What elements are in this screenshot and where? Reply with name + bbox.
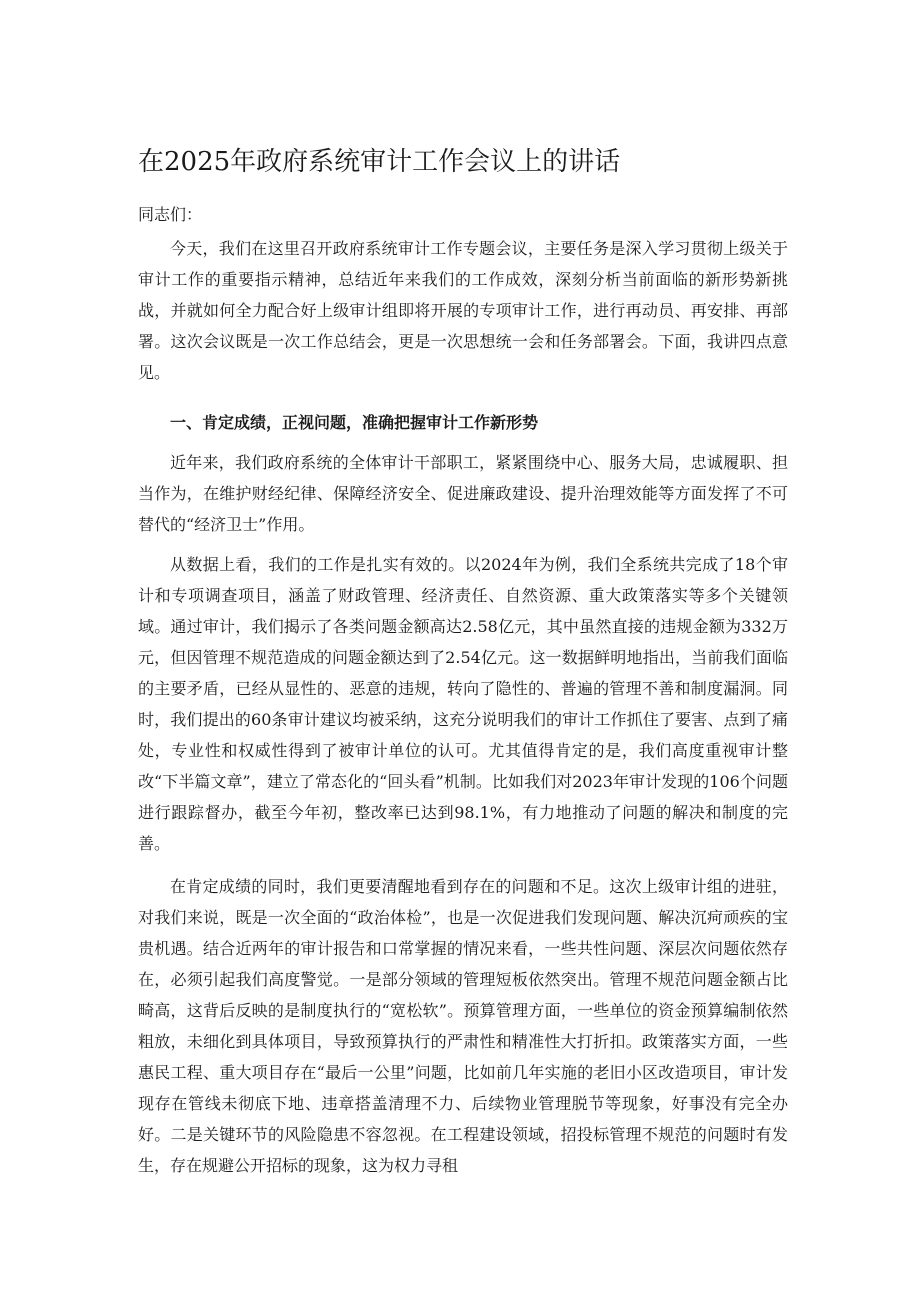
section-heading-1: 一、肯定成绩，正视问题，准确把握审计工作新形势 <box>170 413 539 432</box>
document-title: 在2025年政府系统审计工作会议上的讲话 <box>138 147 621 177</box>
paragraph-intro: 今天，我们在这里召开政府系统审计工作专题会议，主要任务是深入学习贯彻上级关于审计工作的重要指示精神，总结近年来我们的工作成效，深刻分析当前面临的新形势新挑战，并就如何全力配合好上级审计组即将开展的专项审计工作，进行再动员、再安排、再部署。这次会议既是一次工作总结会，更是一次思想统一会和任务部署会。下面，我讲四点意见。 <box>138 239 788 382</box>
paragraph-section1-2: 从数据上看，我们的工作是扎实有效的。以2024年为例，我们全系统共完成了18个审计和专项调查项目，涵盖了财政管理、经济责任、自然资源、重大政策落实等多个关键领域。通过审计，我们揭示了各类问题金额高达2.58亿元，其中虽然直接的违规金额为332万元，但因管理不规范造成的问题金额达到了2.54亿元。这一数据鲜明地指出，当前我们面临的主要矛盾，已经从显性的、恶意的违规，转向了隐性的、普遍的管理不善和制度漏洞。同时，我们提出的60条审计建议均被采纳，这充分说明我们的审计工作抓住了要害、点到了痛处，专业性和权威性得到了被审计单位的认可。尤其值得肯定的是，我们高度重视审计整改“下半篇文章”，建立了常态化的“回头看”机制。比如我们对2023年审计发现的106个问题进行跟踪督办，截至今年初，整改率已达到98.1%，有力地推动了问题的解决和制度的完善。 <box>138 555 788 853</box>
paragraph-section1-3: 在肯定成绩的同时，我们更要清醒地看到存在的问题和不足。这次上级审计组的进驻，对我们来说，既是一次全面的“政治体检”，也是一次促进我们发现问题、解决沉疴顽疾的宝贵机遇。结合近两年的审计报告和口常掌握的情况来看，一些共性问题、深层次问题依然存在，必须引起我们高度警觉。一是部分领域的管理短板依然突出。管理不规范问题金额占比畸高，这背后反映的是制度执行的“宽松软”。预算管理方面，一些单位的资金预算编制依然粗放，未细化到具体项目，导致预算执行的严肃性和精准性大打折扣。政策落实方面，一些惠民工程、重大项目存在“最后一公里”问题，比如前几年实施的老旧小区改造项目，审计发现存在管线未彻底下地、违章搭盖清理不力、后续物业管理脱节等现象，好事没有完全办好。二是关键环节的风险隐患不容忽视。在工程建设领域，招投标管理不规范的问题时有发生，存在规避公开招标的现象，这为权力寻租 <box>138 877 788 1175</box>
salutation: 同志们： <box>138 205 203 224</box>
paragraph-section1-1: 近年来，我们政府系统的全体审计干部职工，紧紧围绕中心、服务大局，忠诚履职、担当作为，在维护财经纪律、保障经济安全、促进廉政建设、提升治理效能等方面发挥了不可替代的“经济卫士”作用。 <box>138 453 788 534</box>
